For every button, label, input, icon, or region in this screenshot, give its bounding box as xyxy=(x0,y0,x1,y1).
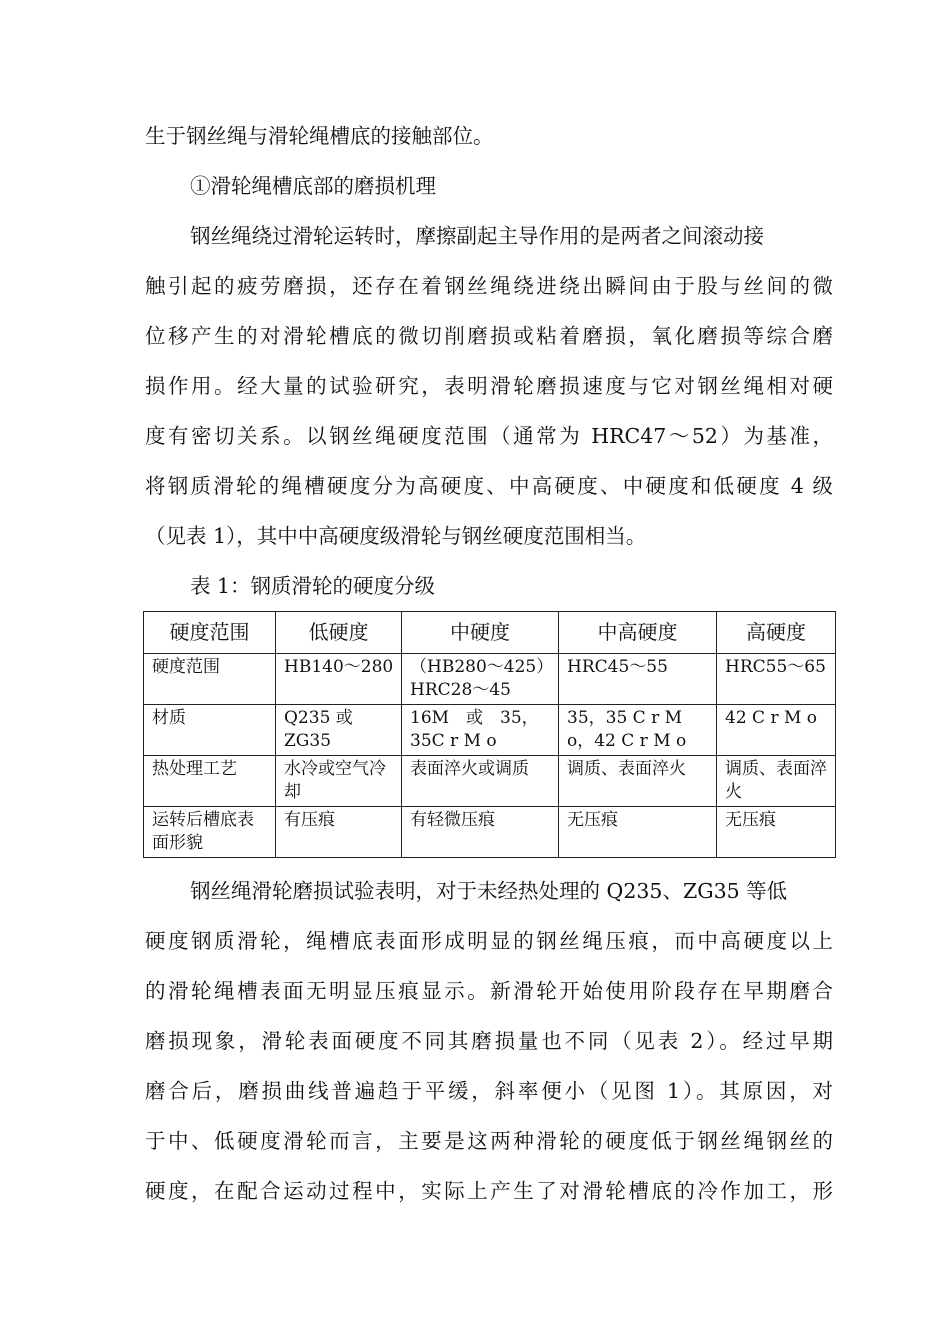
table-header-cell: 硬度范围 xyxy=(144,612,276,654)
table-cell: HB140～280 xyxy=(276,654,402,705)
table-cell: 无压痕 xyxy=(559,807,717,858)
table-cell: （HB280～425）HRC28～45 xyxy=(402,654,559,705)
table-cell: 有轻微压痕 xyxy=(402,807,559,858)
table-cell: 硬度范围 xyxy=(144,654,276,705)
table-cell: 热处理工艺 xyxy=(144,756,276,807)
table-cell: 无压痕 xyxy=(717,807,836,858)
paragraph-2-line-6: 将钢质滑轮的绳槽硬度分为高硬度、中高硬度、中硬度和低硬度 4 级 xyxy=(145,474,833,498)
paragraph-3-line-4: 磨损现象，滑轮表面硬度不同其磨损量也不同（见表 2）。经过早期 xyxy=(145,1029,833,1053)
paragraph-3-line-3: 的滑轮绳槽表面无明显压痕显示。新滑轮开始使用阶段存在早期磨合 xyxy=(145,979,833,1003)
table-row xyxy=(144,807,836,858)
paragraph-3-line-6: 于中、低硬度滑轮而言，主要是这两种滑轮的硬度低于钢丝绳钢丝的 xyxy=(145,1129,833,1153)
paragraph-2-line-5: 度有密切关系。以钢丝绳硬度范围（通常为 HRC47～52）为基准， xyxy=(145,424,833,448)
table-row xyxy=(144,705,836,756)
table-row xyxy=(144,654,836,705)
table-cell: 调质、表面淬火 xyxy=(717,756,836,807)
paragraph-2-line-4: 损作用。经大量的试验研究，表明滑轮磨损速度与它对钢丝绳相对硬 xyxy=(145,374,833,398)
section-heading: ①滑轮绳槽底部的磨损机理 xyxy=(190,174,436,198)
paragraph-3-line-5: 磨合后，磨损曲线普遍趋于平缓，斜率便小（见图 1）。其原因，对 xyxy=(145,1079,833,1103)
table-cell: 42 C r M o xyxy=(717,705,836,756)
table-header-row xyxy=(144,612,836,654)
table-caption: 表 1：钢质滑轮的硬度分级 xyxy=(190,574,436,598)
table-cell: HRC45～55 xyxy=(559,654,717,705)
paragraph-2-line-2: 触引起的疲劳磨损，还存在着钢丝绳绕进绕出瞬间由于股与丝间的微 xyxy=(145,274,833,298)
paragraph-2-line-7: （见表 1），其中中高硬度级滑轮与钢丝硬度范围相当。 xyxy=(145,524,647,548)
table-cell: 35，35 C r M o，42 C r M o xyxy=(559,705,717,756)
table-header-cell: 高硬度 xyxy=(717,612,836,654)
table-cell: 有压痕 xyxy=(276,807,402,858)
paragraph-2-line-1: 钢丝绳绕过滑轮运转时，摩擦副起主导作用的是两者之间滚动接 xyxy=(190,224,764,248)
table-cell: 表面淬火或调质 xyxy=(402,756,559,807)
paragraph-3-line-1: 钢丝绳滑轮磨损试验表明，对于未经热处理的 Q235、ZG35 等低 xyxy=(190,879,788,903)
table-header-cell: 中高硬度 xyxy=(559,612,717,654)
table-cell: 材质 xyxy=(144,705,276,756)
table-header-cell: 低硬度 xyxy=(276,612,402,654)
table-row xyxy=(144,756,836,807)
paragraph-1-line-1: 生于钢丝绳与滑轮绳槽底的接触部位。 xyxy=(145,124,494,148)
table-cell: Q235 或 ZG35 xyxy=(276,705,402,756)
paragraph-3-line-2: 硬度钢质滑轮，绳槽底表面形成明显的钢丝绳压痕，而中高硬度以上 xyxy=(145,929,833,953)
table-cell: 水冷或空气冷却 xyxy=(276,756,402,807)
hardness-table xyxy=(143,611,836,858)
paragraph-2-line-3: 位移产生的对滑轮槽底的微切削磨损或粘着磨损，氧化磨损等综合磨 xyxy=(145,324,833,348)
table-header-cell: 中硬度 xyxy=(402,612,559,654)
table-cell: 调质、表面淬火 xyxy=(559,756,717,807)
table-cell: HRC55～65 xyxy=(717,654,836,705)
paragraph-3-line-7: 硬度，在配合运动过程中，实际上产生了对滑轮槽底的冷作加工，形 xyxy=(145,1179,833,1203)
table-cell: 16M 或 35，35C r M o xyxy=(402,705,559,756)
table-cell: 运转后槽底表面形貌 xyxy=(144,807,276,858)
